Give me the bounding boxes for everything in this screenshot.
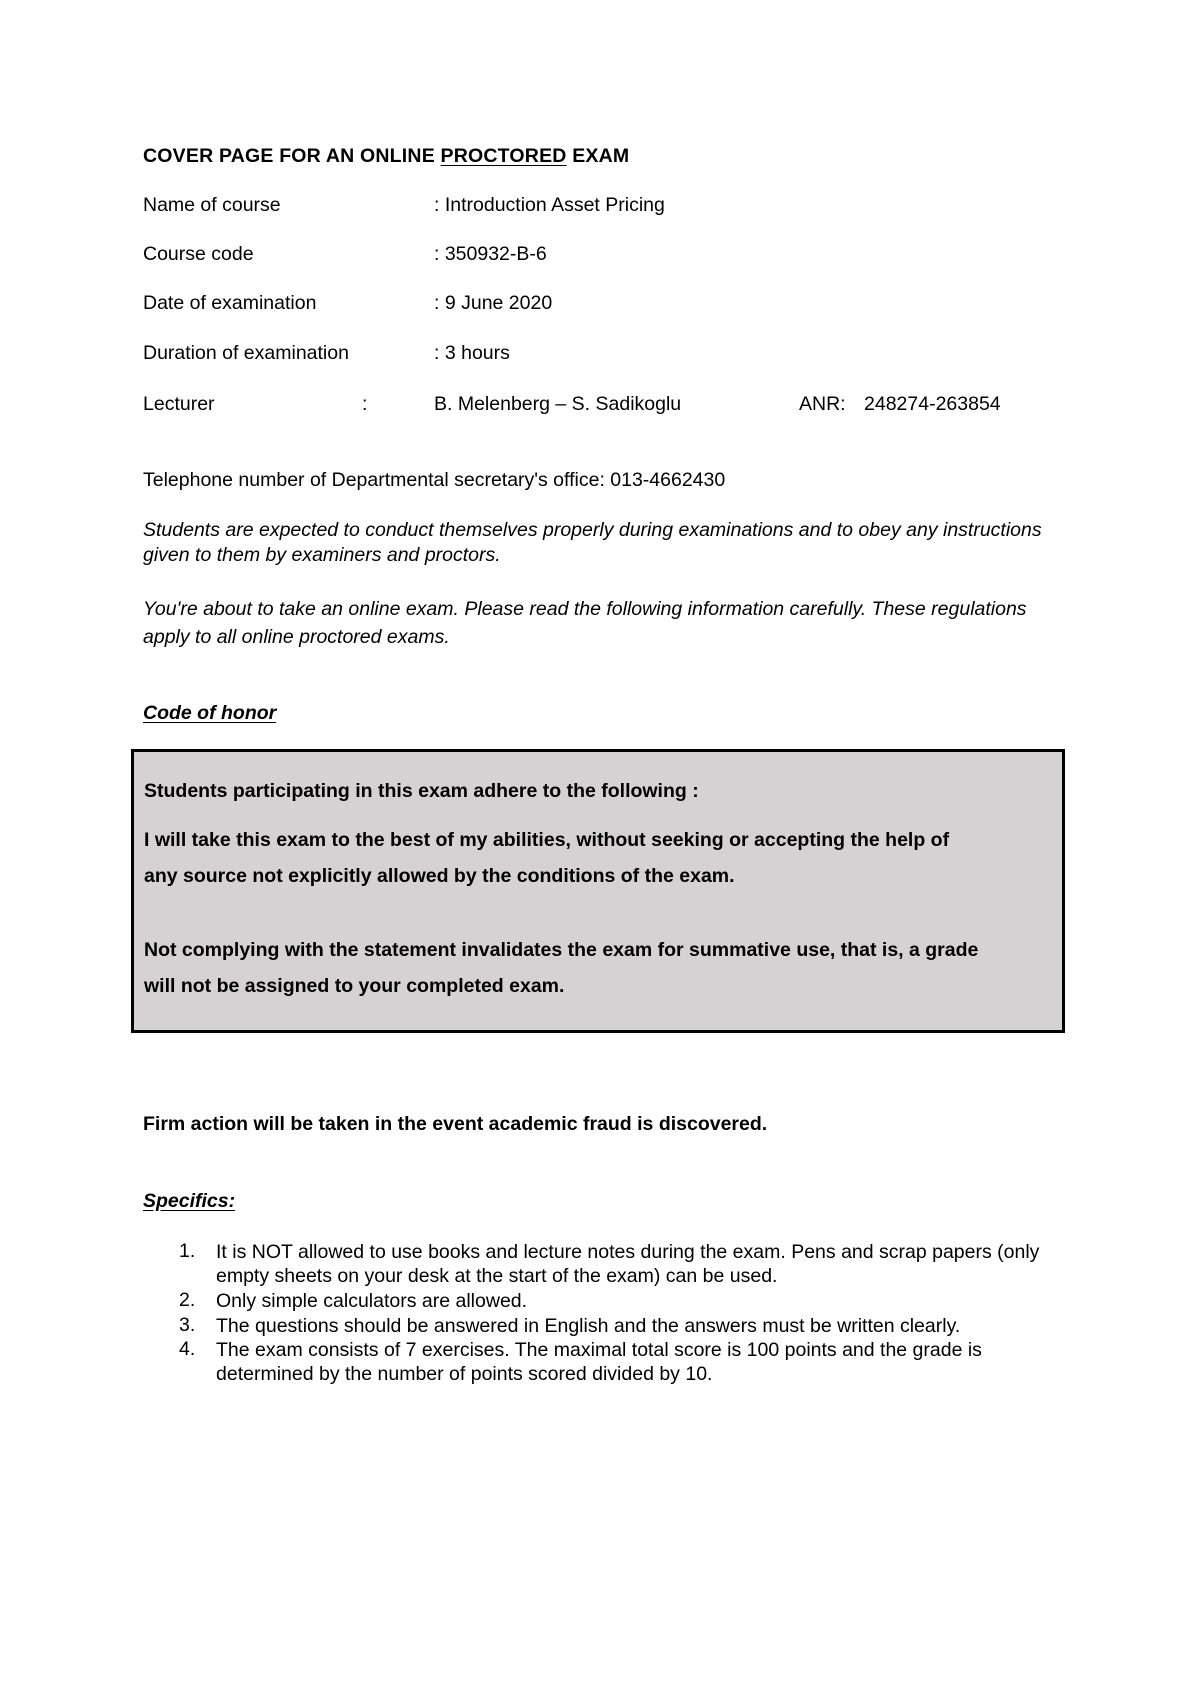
exam-date-label: Date of examination — [143, 292, 317, 314]
list-item-number: 2. — [179, 1289, 196, 1311]
honor-pledge-line-1: I will take this exam to the best of my abilities, without seeking or accepting the help of — [144, 829, 950, 851]
honor-warning-line-1: Not complying with the statement invalidates the exam for summative use, that is, a grade — [144, 939, 979, 961]
title-part-2: EXAM — [566, 145, 630, 167]
lecturer-colon: : — [362, 393, 368, 415]
list-item-text: The questions should be answered in English and the answers must be written clearly. — [216, 1315, 961, 1337]
duration-label: Duration of examination — [143, 342, 349, 364]
course-code-label: Course code — [143, 243, 254, 265]
specifics-heading: Specifics: — [143, 1190, 236, 1212]
list-item-number: 3. — [179, 1314, 196, 1336]
telephone-line: Telephone number of Departmental secretary's office: 013-4662430 — [143, 469, 726, 491]
title-part-1: COVER PAGE FOR AN ONLINE — [143, 145, 441, 167]
list-item-text: The exam consists of 7 exercises. The maximal total score is 100 points and the grade is determined by the number of points scored divided by 10. — [216, 1339, 982, 1385]
lecturer-label: Lecturer — [143, 393, 215, 415]
honor-warning-line-2: will not be assigned to your completed exam. — [144, 975, 565, 997]
list-item-text: Only simple calculators are allowed. — [216, 1290, 528, 1312]
honor-intro: Students participating in this exam adhere to the following : — [144, 780, 699, 802]
anr-value: 248274-263854 — [864, 393, 1001, 415]
duration-value: : 3 hours — [434, 342, 510, 364]
list-item-text: It is NOT allowed to use books and lecture notes during the exam. Pens and scrap papers (only empty sheets on your desk at the start of the exam) can be used. — [216, 1241, 1040, 1287]
course-name-label: Name of course — [143, 194, 281, 216]
title-underlined-word: PROCTORED — [440, 145, 567, 167]
fraud-notice: Firm action will be taken in the event academic fraud is discovered. — [143, 1113, 768, 1135]
honor-pledge-line-2: any source not explicitly allowed by the conditions of the exam. — [144, 865, 735, 887]
list-item-number: 1. — [179, 1240, 196, 1262]
lecturer-value: B. Melenberg – S. Sadikoglu — [434, 393, 682, 415]
course-name-value: : Introduction Asset Pricing — [434, 194, 665, 216]
conduct-paragraph: Students are expected to conduct themselves properly during examinations and to obey any instructions given to them by examiners and proctors. — [143, 519, 1042, 566]
code-of-honor-heading: Code of honor — [143, 702, 277, 724]
list-item-number: 4. — [179, 1338, 196, 1360]
code-of-honor-box — [131, 749, 1065, 1033]
exam-date-value: : 9 June 2020 — [434, 292, 553, 314]
page-title — [143, 145, 629, 168]
online-exam-paragraph: You're about to take an online exam. Please read the following information carefully. These regulations apply to all online proctored exams. — [143, 598, 1027, 648]
course-code-value: : 350932-B-6 — [434, 243, 547, 265]
anr-label: ANR: — [799, 393, 846, 415]
